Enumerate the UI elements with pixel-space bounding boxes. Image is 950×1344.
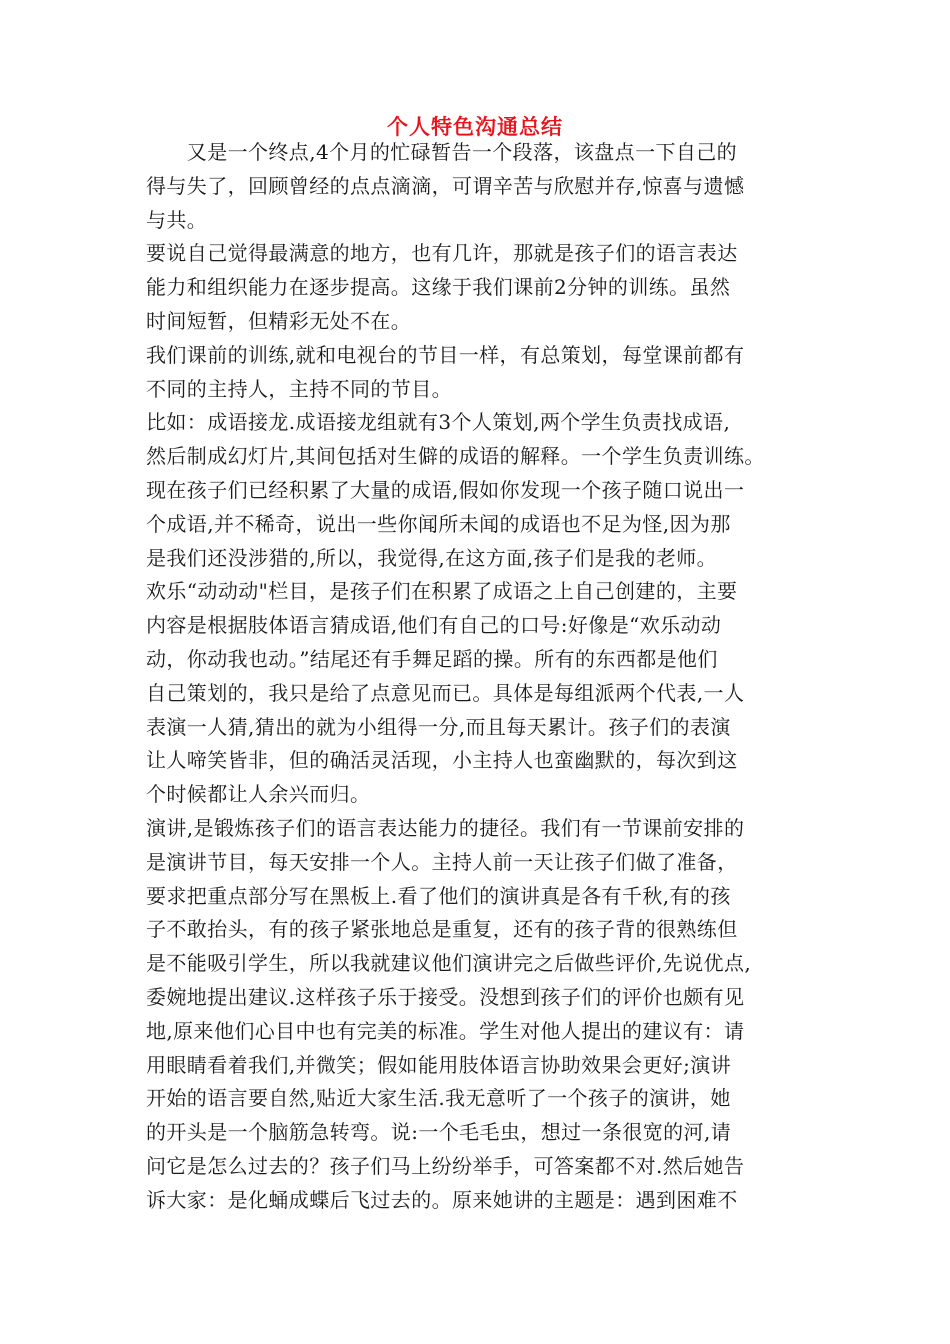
text-line: 个成语,并不稀奇，说出一些你闻所未闻的成语也不足为怪,因为那 (146, 511, 731, 536)
text-line: 要求把重点部分写在黑板上.看了他们的演讲真是各有千秋,有的孩 (146, 883, 731, 908)
text-line: 欢乐“动动动"栏目，是孩子们在积累了成语之上自己创建的，主要 (146, 579, 738, 604)
text-line: 我们课前的训练,就和电视台的节目一样，有总策划，每堂课前都有 (146, 342, 745, 367)
text-line: 诉大家：是化蛹成蝶后飞过去的。原来她讲的主题是：遇到困难不 (146, 1187, 738, 1212)
text-line: 演讲,是锻炼孩子们的语言表达能力的捷径。我们有一节课前安排的 (146, 815, 745, 840)
text-line: 然后制成幻灯片,其间包括对生僻的成语的解释。一个学生负责训练。 (146, 444, 765, 469)
text-line: 用眼睛看着我们,并微笑；假如能用肢体语言协助效果会更好;演讲 (146, 1052, 732, 1077)
text-line: 子不敢抬头，有的孩子紧张地总是重复，还有的孩子背的很熟练但 (146, 917, 738, 942)
text-line: 是我们还没涉猎的,所以，我觉得,在这方面,孩子们是我的老师。 (146, 545, 718, 570)
document-body (146, 136, 826, 1218)
text-line: 个时候都让人余兴而归。 (146, 782, 371, 807)
text-line: 得与失了，回顾曾经的点点滴滴，可谓辛苦与欣慰并存,惊喜与遗憾 (146, 173, 745, 198)
text-line: 动，你动我也动。”结尾还有手舞足蹈的操。所有的东西都是他们 (146, 646, 718, 671)
text-line: 地,原来他们心目中也有完美的标准。学生对他人提出的建议有：请 (146, 1018, 745, 1043)
text-line: 能力和组织能力在逐步提高。这缘于我们课前2分钟的训练。虽然 (146, 275, 731, 300)
text-line: 比如：成语接龙.成语接龙组就有3个人策划,两个学生负责找成语, (146, 410, 731, 435)
text-line: 现在孩子们已经积累了大量的成语,假如你发现一个孩子随口说出一 (146, 477, 745, 502)
text-line: 时间短暂，但精彩无处不在。 (146, 308, 412, 333)
text-line: 要说自己觉得最满意的地方，也有几许，那就是孩子们的语言表达 (146, 241, 738, 266)
text-line: 自己策划的，我只是给了点意见而已。具体是每组派两个代表,一人 (146, 680, 745, 705)
text-line: 是不能吸引学生，所以我就建议他们演讲完之后做些评价,先说优点, (146, 951, 752, 976)
text-line: 表演一人猜,猜出的就为小组得一分,而且每天累计。孩子们的表演 (146, 714, 731, 739)
text-line: 又是一个终点,4个月的忙碌暂告一个段落，该盘点一下自己的 (146, 140, 738, 164)
text-line: 是演讲节目，每天安排一个人。主持人前一天让孩子们做了准备， (146, 849, 738, 874)
text-line: 的开头是一个脑筋急转弯。说:一个毛毛虫，想过一条很宽的河,请 (146, 1120, 732, 1145)
text-line: 开始的语言要自然,贴近大家生活.我无意听了一个孩子的演讲，她 (146, 1086, 731, 1111)
text-line: 让人啼笑皆非，但的确活灵活现，小主持人也蛮幽默的，每次到这 (146, 748, 738, 773)
text-line: 与共。 (146, 207, 208, 232)
text-line: 委婉地提出建议.这样孩子乐于接受。没想到孩子们的评价也颇有见 (146, 984, 745, 1009)
document-title: 个人特色沟通总结 (387, 115, 563, 139)
text-line: 内容是根据肢体语言猜成语,他们有自己的口号:好像是“欢乐动动 (146, 613, 722, 638)
text-line: 不同的主持人，主持不同的节目。 (146, 376, 452, 401)
text-line: 问它是怎么过去的？孩子们马上纷纷举手，可答案都不对.然后她告 (146, 1153, 745, 1178)
